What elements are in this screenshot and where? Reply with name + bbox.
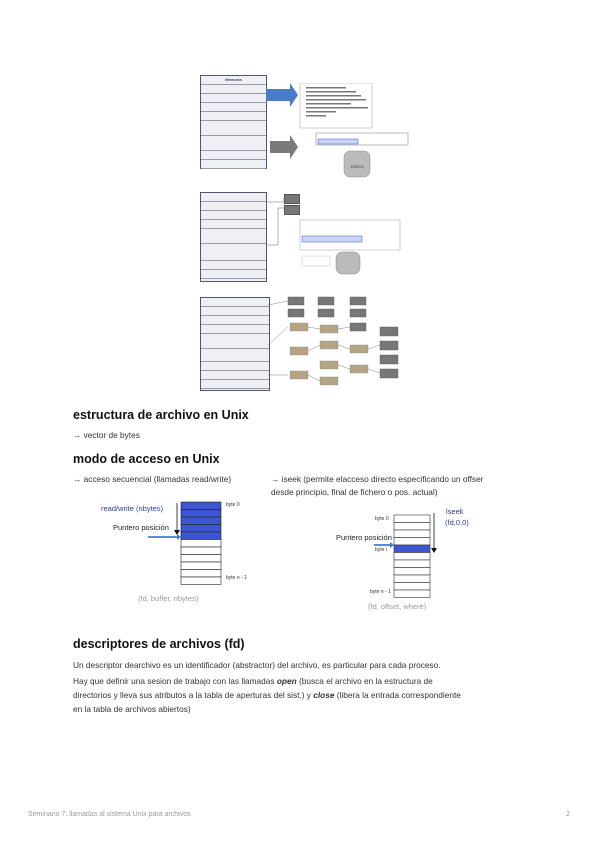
figure-process-memory <box>200 75 410 175</box>
label-read-write: read/write (nbytes) <box>101 504 164 513</box>
caption-sequential: (fd, buffer, nbytes) <box>138 594 199 603</box>
label-puntero-sequential: Puntero posición <box>113 523 169 532</box>
process-table-3 <box>200 297 270 391</box>
descriptores-p1: Un descriptor dearchivo es un identificador (abstractor) del archivo, es particular para cada proceso. <box>73 660 441 670</box>
modo-right-text-1: → iseek (permite elacceso directo especificando un offser <box>271 474 484 484</box>
label-byte0-sequential: byte 0 <box>226 502 240 508</box>
label-byten-lseek: byte n - 1 <box>370 589 391 595</box>
footer-page-number: 2 <box>566 811 570 818</box>
memory-table <box>200 75 267 169</box>
descriptores-p2 <box>73 675 543 715</box>
modo-right-text-2: desde principio, final de fichero o pos. actual) <box>271 487 438 497</box>
p2-line1 <box>73 675 543 687</box>
disk-label: DISCO <box>351 164 364 169</box>
figure-2-drawing <box>266 190 411 285</box>
figure-lseek-access <box>330 505 480 610</box>
caption-lseek: (fd, offset, where) <box>368 602 427 611</box>
keyword-open: open <box>276 676 297 686</box>
p2-line3: en la tabla de archivos abiertos) <box>73 704 191 714</box>
p2-line2 <box>73 689 543 701</box>
process-table <box>200 192 267 282</box>
footer-left: Seminario 7: llamadas al sistema Unix para archivos <box>28 811 191 818</box>
keyword-close: close <box>313 690 335 700</box>
memory-title: Memoria <box>201 76 266 85</box>
label-lseek: lseek <box>446 507 464 516</box>
modo-left-text: → acceso secuencial (llamadas read/write) <box>73 474 232 484</box>
label-byten-sequential: byte n - 1 <box>226 575 247 581</box>
figure-arrows <box>266 83 411 178</box>
lseek-drawing <box>330 505 480 610</box>
p2-line1-a: Hay que definir una sesion de trabajo con las llamadas <box>73 676 277 686</box>
label-byte0-lseek: byte 0 <box>375 516 389 522</box>
p2-line1-b: (busca el archivo en la estructura de <box>296 676 433 686</box>
p2-line2-a: directorios y lleva sus atributos a la tabla de aperturas del sist.) y <box>73 690 314 700</box>
figure-3-drawing <box>268 295 410 395</box>
label-bytei-lseek: byte i <box>375 547 387 553</box>
section-title-modo: modo de acceso en Unix <box>73 452 220 466</box>
label-lseek-args: (fd,0,0) <box>445 518 469 527</box>
section-title-descriptores: descriptores de archivos (fd) <box>73 637 245 651</box>
figure-file-table <box>200 190 410 285</box>
p2-line2-b: (libera la entrada correspondiente <box>334 690 461 700</box>
section-title-estructura: estructura de archivo en Unix <box>73 408 249 422</box>
estructura-text: → vector de bytes <box>73 430 140 440</box>
figure-process-file-tables <box>200 295 410 395</box>
label-puntero-lseek: Puntero posición <box>336 533 392 542</box>
